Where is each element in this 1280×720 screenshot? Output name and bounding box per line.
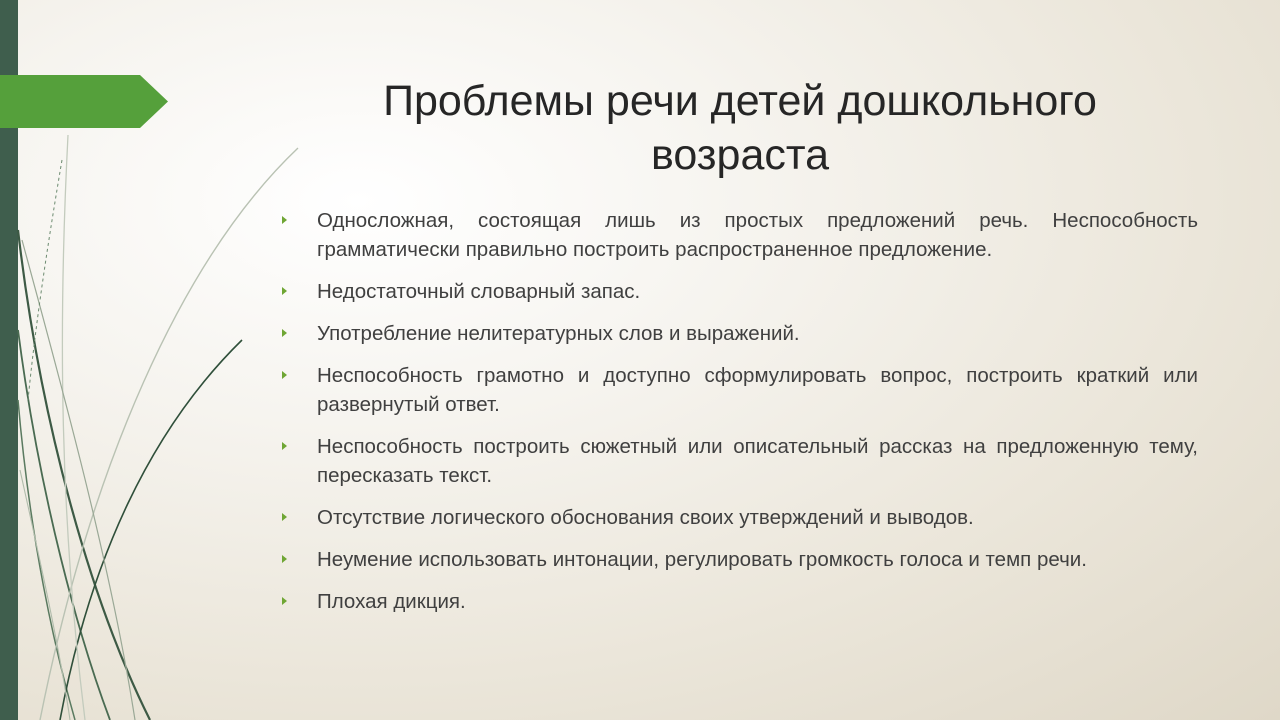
small-arrow-bullet-icon bbox=[282, 287, 287, 295]
bullet-text-3: Употребление нелитературных слов и выражений. bbox=[317, 322, 800, 345]
bullet-item-2 bbox=[282, 277, 1198, 306]
small-arrow-bullet-icon bbox=[282, 513, 287, 521]
slide-title: Проблемы речи детей дошкольного возраста bbox=[383, 77, 1097, 179]
bullet-text-5: Неспособность построить сюжетный или описательный рассказ на предложенную тему, пересказать текст. bbox=[317, 435, 1198, 487]
bullet-text-2: Недостаточный словарный запас. bbox=[317, 280, 641, 303]
bullet-list bbox=[282, 206, 1198, 629]
small-arrow-bullet-icon bbox=[282, 442, 287, 450]
small-arrow-bullet-icon bbox=[282, 329, 287, 337]
accent-arrow-tab bbox=[0, 75, 168, 128]
small-arrow-bullet-icon bbox=[282, 555, 287, 563]
bullet-item-6 bbox=[282, 503, 1198, 532]
bullet-text-6: Отсутствие логического обоснования своих утверждений и выводов. bbox=[317, 506, 974, 529]
bullet-item-4 bbox=[282, 361, 1198, 419]
small-arrow-bullet-icon bbox=[282, 597, 287, 605]
bullet-item-7 bbox=[282, 545, 1198, 574]
bullet-item-1 bbox=[282, 206, 1198, 264]
bullet-item-8 bbox=[282, 587, 1198, 616]
bullet-item-3 bbox=[282, 319, 1198, 348]
bullet-item-5 bbox=[282, 432, 1198, 490]
bullet-text-4: Неспособность грамотно и доступно сформулировать вопрос, построить краткий или развернутый ответ. bbox=[317, 364, 1198, 416]
small-arrow-bullet-icon bbox=[282, 371, 287, 379]
bullet-text-1: Односложная, состоящая лишь из простых предложений речь. Неспособность грамматически правильно построить распространенное предложение. bbox=[317, 209, 1198, 261]
bullet-text-8: Плохая дикция. bbox=[317, 590, 466, 613]
small-arrow-bullet-icon bbox=[282, 216, 287, 224]
bullet-text-7: Неумение использовать интонации, регулировать громкость голоса и темп речи. bbox=[317, 548, 1087, 571]
